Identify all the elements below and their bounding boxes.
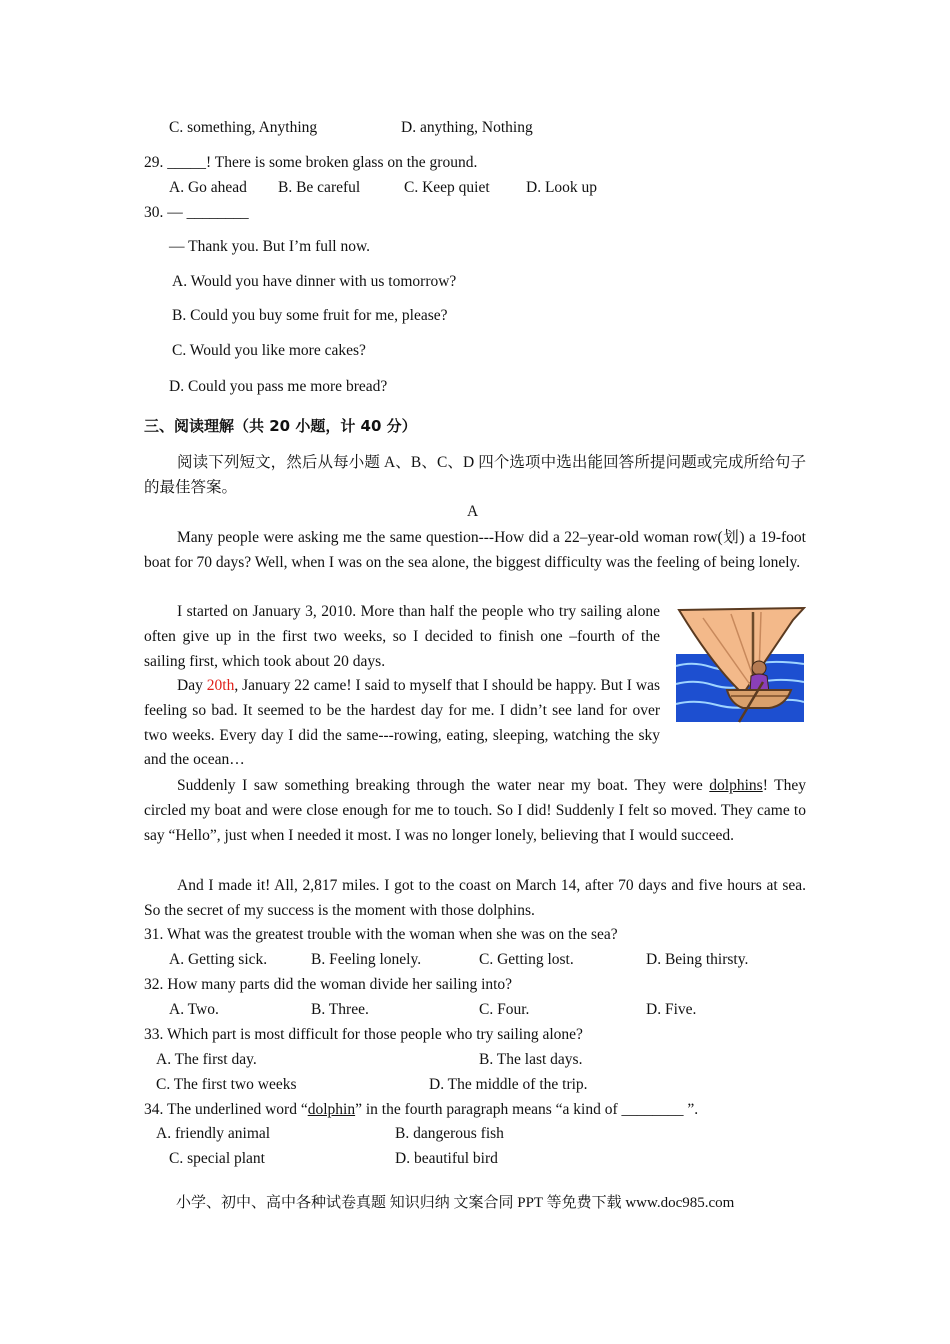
- q30-option-b: B. Could you buy some fruit for me, please?: [172, 307, 448, 324]
- q32-option-a: A. Two.: [169, 1001, 219, 1018]
- q34-stem: [144, 1100, 698, 1120]
- q33-option-a: A. The first day.: [156, 1051, 257, 1068]
- q30-option-d: D. Could you pass me more bread?: [169, 378, 388, 395]
- q32-stem: 32. How many parts did the woman divide her sailing into?: [144, 976, 513, 993]
- q30-option-a: A. Would you have dinner with us tomorrow?: [172, 273, 457, 290]
- q33-option-c: C. The first two weeks: [156, 1076, 297, 1093]
- q31-option-d: D. Being thirsty.: [646, 951, 749, 968]
- q28-option-c: C. something, Anything: [169, 119, 318, 136]
- q30-reply: — Thank you. But I’m full now.: [169, 238, 371, 255]
- q33-option-b: B. The last days.: [479, 1051, 583, 1068]
- sailboat-illustration: [673, 606, 806, 724]
- q33-option-d: D. The middle of the trip.: [429, 1076, 588, 1093]
- p4-start: Suddenly I saw something breaking through the water near my boat. They were: [177, 777, 710, 794]
- q28-option-d: D. anything, Nothing: [401, 119, 533, 136]
- q32-option-b: B. Three.: [311, 1001, 369, 1018]
- p3-day-number: 20th: [206, 677, 235, 694]
- passage-paragraph-3: [144, 674, 660, 773]
- q31-option-b: B. Feeling lonely.: [311, 951, 422, 968]
- p4-underlined-word: dolphins: [709, 777, 763, 794]
- q29-option-d: D. Look up: [526, 179, 598, 196]
- q29-option-b: B. Be careful: [278, 179, 361, 196]
- q33-stem: 33. Which part is most difficult for those people who try sailing alone?: [144, 1026, 583, 1043]
- q34-stem-end: ” in the fourth paragraph means “a kind of ________ ”.: [355, 1101, 699, 1118]
- q34-underlined-word: dolphin: [307, 1101, 356, 1118]
- q34-option-d: D. beautiful bird: [395, 1150, 498, 1167]
- q34-option-c: C. special plant: [169, 1150, 265, 1167]
- passage-paragraph-5: And I made it! All, 2,817 miles. I got to the coast on March 14, after 70 days and five hours at sea. So the secret of my success is the moment with those dolphins.: [144, 877, 806, 919]
- section-instruction: 阅读下列短文，然后从每小题 A、B、C、D 四个选项中选出能回答所提问题或完成所给句子的最佳答案。: [144, 454, 806, 496]
- q31-option-c: C. Getting lost.: [479, 951, 574, 968]
- section-heading: 三、阅读理解（共 20 小题，计 40 分）: [144, 417, 417, 435]
- q34-stem-start: 34. The underlined word “: [144, 1101, 308, 1118]
- q29-stem: 29. _____! There is some broken glass on the ground.: [144, 154, 478, 171]
- passage-paragraph-2: I started on January 3, 2010. More than half the people who try sailing alone often give up in the first two weeks, so I decided to finish one –fourth of the sailing first, which took about 20 days.: [144, 603, 660, 670]
- p3-rest: , January 22 came! I said to myself that I should be happy. But I was feeling so bad. It seemed to be the hardest day for me. I didn’t see land for over two weeks. Every day I did the same---rowing, eating, sleeping, watching the sky and the ocean…: [144, 677, 660, 769]
- q29-option-c: C. Keep quiet: [404, 179, 490, 196]
- q29-option-a: A. Go ahead: [169, 179, 247, 196]
- q34-option-a: A. friendly animal: [156, 1125, 271, 1142]
- q31-stem: 31. What was the greatest trouble with the woman when she was on the sea?: [144, 926, 618, 943]
- p3-start: Day: [177, 677, 207, 694]
- p4-rest: ! They circled my boat and were close enough for me to touch. So I did! Suddenly I felt so moved. They came to say “Hello”, just when I needed it most. I was no longer lonely, believing that I would succeed.: [144, 777, 806, 844]
- q32-option-d: D. Five.: [646, 1001, 697, 1018]
- passage-paragraph-4: [144, 774, 806, 848]
- q31-option-a: A. Getting sick.: [169, 951, 268, 968]
- page-footer: 小学、初中、高中各种试卷真题 知识归纳 文案合同 PPT 等免费下载 www.doc985.com: [176, 1195, 735, 1211]
- passage-paragraph-1: Many people were asking me the same question---How did a 22–year-old woman row(划) a 19-foot boat for 70 days? Well, when I was on the sea alone, the biggest difficulty was the feeling of being lonely.: [144, 529, 806, 571]
- q30-option-c: C. Would you like more cakes?: [172, 342, 366, 359]
- q34-option-b: B. dangerous fish: [395, 1125, 504, 1142]
- q32-option-c: C. Four.: [479, 1001, 530, 1018]
- q30-stem: 30. — ________: [144, 204, 249, 221]
- passage-label: A: [467, 503, 479, 520]
